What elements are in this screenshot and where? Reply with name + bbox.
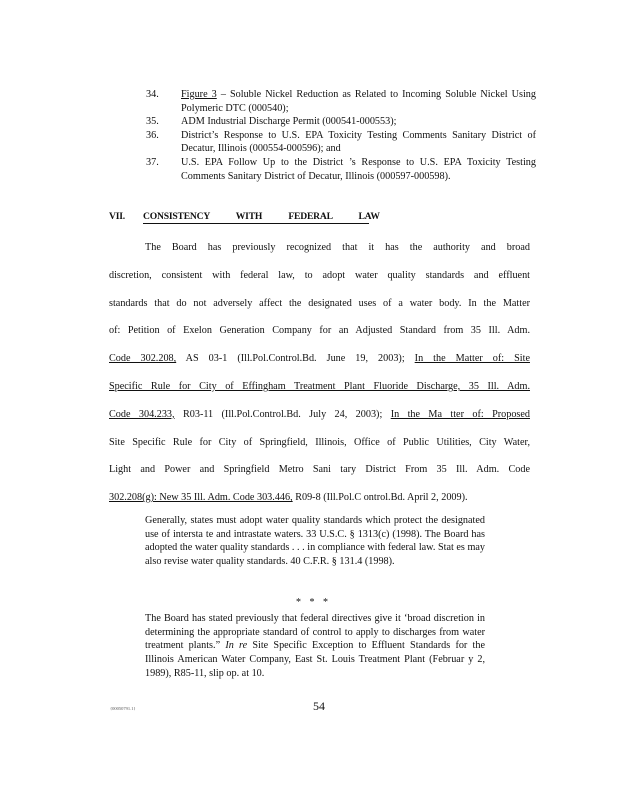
page-number: 54	[313, 699, 325, 713]
section-title: CONSISTENCY WITH FEDERAL LAW	[143, 211, 380, 222]
list-item	[146, 156, 536, 183]
body-text-segment: Site Specific Rule for City of Springfield, Illinois, Office of Public Utilities, City Water,	[109, 436, 530, 448]
body-line	[109, 429, 530, 457]
body-line	[109, 484, 530, 512]
body-text-segment: The Board has previously recognized that it has the authority and broad	[145, 242, 530, 253]
block-quote-1	[145, 514, 485, 569]
body-text-segment: R09-8 (Ill.Pol.C ontrol.Bd. April 2, 2009).	[292, 492, 468, 504]
list-item-number: 34.	[146, 89, 159, 100]
list-item-text: Figure 3 – Soluble Nickel Reduction as Related to Incoming Soluble Nickel Using Polymeric DTC (000540);	[181, 89, 536, 114]
body-line	[109, 317, 530, 345]
case-citation: Code 302.208,	[109, 353, 177, 365]
list-item-number: 37.	[146, 156, 159, 168]
case-citation: Code 304.233,	[109, 408, 175, 420]
exhibit-list	[146, 88, 536, 183]
body-line	[109, 401, 530, 429]
list-item	[146, 88, 536, 115]
case-citation: In the Matter of: Site	[414, 353, 530, 365]
body-text-segment: Light and Power and Springfield Metro Sani tary District From 35 Ill. Adm. Code	[109, 464, 530, 476]
body-line	[109, 345, 530, 373]
case-citation: Specific Rule for City of Effingham Treatment Plant Fluoride Discharge, 35 Ill. Adm.	[109, 380, 530, 392]
list-item-number: 35.	[146, 116, 159, 128]
list-item-text: U.S. EPA Follow Up to the District ’s Response to U.S. EPA Toxicity Testing Comments Sanitary District of Decatur, Illinois (000597-000598).	[181, 156, 536, 182]
body-text-segment: R03-11 (Ill.Pol.Control.Bd. July 24, 2003);	[174, 408, 391, 420]
ellipsis-stars: * * *	[296, 597, 331, 608]
case-citation-italic: In re	[225, 640, 248, 652]
quote-text: The Board has stated previously that federal directives give it ‘broad discretion in determining the appropriate standard of control to apply to discharges from water treatment plants.” In re Site Specific Exception to Effluent Standards for the Illinois American Water Company, East St. Louis Treatment Plant (Februar y 2, 1989), R85-11, slip op. at 10.	[145, 613, 485, 679]
list-item-text: ADM Industrial Discharge Permit (000541-000553);	[181, 116, 397, 128]
figure-link: Figure 3	[181, 89, 217, 100]
body-line	[109, 373, 530, 401]
body-line	[109, 234, 530, 262]
block-quote-2	[145, 612, 485, 681]
body-text-segment: discretion, consistent with federal law, to adopt water quality standards and effluent	[109, 269, 530, 281]
body-line	[109, 456, 530, 484]
case-citation: In the Ma tter of: Proposed	[390, 408, 530, 420]
list-item-number: 36.	[146, 129, 159, 141]
list-item	[146, 129, 536, 156]
body-text-segment: of: Petition of Exelon Generation Company for an Adjusted Standard from 35 Ill. Adm.	[109, 325, 530, 337]
body-paragraph	[109, 234, 530, 512]
body-line	[109, 262, 530, 290]
list-item	[146, 115, 536, 129]
body-text-segment: standards that do not adversely affect the designated uses of a water body. In the Matter	[109, 297, 530, 309]
document-id: {00050791.1}	[110, 706, 136, 711]
body-line	[109, 290, 530, 318]
body-text-segment: AS 03-1 (Ill.Pol.Control.Bd. June 19, 2003);	[176, 353, 415, 365]
section-number: VII.	[109, 211, 125, 222]
quote-text: Generally, states must adopt water quality standards which protect the designated use of intersta te and intrastate waters. 33 U.S.C. § 1313(c) (1998). The Board has adopted the water quality standards . . . in compliance with federal law. Stat es may also revise water quality standards. 40 C.F.R. § 131.4 (1998).	[145, 515, 485, 568]
list-item-text: District’s Response to U.S. EPA Toxicity Testing Comments Sanitary District of Decatur, Illinois (000554-000596); and	[181, 129, 536, 155]
case-citation: 302.208(g): New 35 Ill. Adm. Code 303.446,	[109, 492, 293, 504]
